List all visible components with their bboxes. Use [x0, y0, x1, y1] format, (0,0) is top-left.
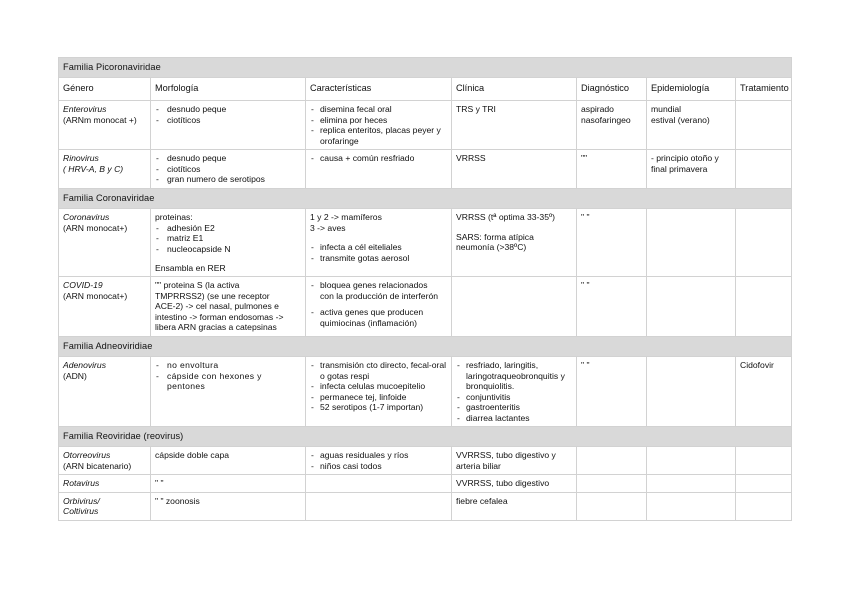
- tratamiento-cell: [736, 150, 792, 188]
- table-row-coronavirus: [59, 209, 792, 277]
- genus-cell: [59, 101, 151, 150]
- text-line: - principio otoño y: [651, 153, 719, 164]
- genus-name: Rinovirus: [63, 153, 99, 164]
- tratamiento-cell: Cidofovir: [736, 357, 792, 427]
- family-title: Familia Adneoviridiae: [59, 336, 792, 356]
- list-item: - permanece tej, linfoide: [310, 392, 447, 402]
- clinica-cell: [452, 209, 577, 277]
- header-morfologia: Morfología: [151, 78, 306, 101]
- text-line: SARS: forma atípica: [456, 231, 534, 242]
- genus-name: Coronavirus: [63, 212, 110, 223]
- caracteristicas-cell: [306, 447, 452, 475]
- list-item: - causa + común resfriado: [310, 153, 447, 163]
- epidemiologia-cell: [647, 492, 736, 520]
- family-row-adenoviridae: [59, 336, 792, 356]
- list-item: - infecta a cél eiteliales: [310, 242, 447, 252]
- list-item: - replica enteritos, placas peyer y orofaringe: [310, 125, 447, 146]
- header-caracteristicas: Características: [306, 78, 452, 101]
- diagnostico-cell: [577, 475, 647, 492]
- table-row-otorreovirus: [59, 447, 792, 475]
- diagnostico-cell: [577, 492, 647, 520]
- morfologia-cell: [151, 357, 306, 427]
- tratamiento-cell: [736, 447, 792, 475]
- family-title: Familia Reoviridae (reovirus): [59, 427, 792, 447]
- family-row-coronaviridae: [59, 188, 792, 208]
- genus-name-2: Coltivirus: [63, 506, 99, 517]
- caracteristicas-cell: [306, 357, 452, 427]
- table-row-rotavirus: [59, 475, 792, 492]
- text-line: VVRRSS, tubo digestivo y: [456, 450, 556, 461]
- genus-name: Adenovirus: [63, 360, 106, 371]
- list-item: - no envoltura: [155, 360, 301, 370]
- list-item: - niños casi todos: [310, 461, 447, 471]
- list-item: [310, 280, 447, 301]
- genus-subtitle: (ARN monocat+): [63, 290, 128, 301]
- list-item: - ciotíticos: [155, 164, 301, 174]
- epidemiologia-cell: [647, 475, 736, 492]
- caracteristicas-cell: [306, 150, 452, 188]
- genus-cell: [59, 150, 151, 188]
- diagnostico-cell: " ": [577, 209, 647, 277]
- text-line: TMPRRSS2) (se une receptor: [155, 290, 270, 301]
- text-line: aspirado: [581, 104, 614, 115]
- family-row-picornaviridae: [59, 58, 792, 78]
- text-line: proteinas:: [155, 212, 193, 223]
- text-line: intestino -> forman endosomas ->: [155, 311, 284, 322]
- morfologia-cell: cápside doble capa: [151, 447, 306, 475]
- list-item: - desnudo peque: [155, 104, 301, 114]
- epidemiologia-cell: [647, 357, 736, 427]
- morfologia-cell: [151, 101, 306, 150]
- list-item: - infecta celulas mucoepitelio: [310, 381, 447, 391]
- caracteristicas-cell: [306, 277, 452, 336]
- genus-subtitle: (ARNm monocat +): [63, 114, 137, 125]
- table-row-adenovirus: [59, 357, 792, 427]
- morfologia-cell: [151, 150, 306, 188]
- genus-cell: [59, 475, 151, 492]
- list-item: - matriz E1: [155, 233, 301, 243]
- text-line: libera ARN gracias a catepsinas: [155, 322, 277, 333]
- genus-cell: [59, 277, 151, 336]
- family-title: Familia Picoronaviridae: [59, 58, 792, 78]
- text-line: con la producción de interferón: [320, 290, 439, 301]
- text-line: nasofaringeo: [581, 114, 631, 125]
- caracteristicas-cell: [306, 492, 452, 520]
- list-item: - cápside con hexones y pentones: [155, 371, 301, 392]
- list-item: - gastroenteritis: [456, 402, 572, 412]
- diagnostico-cell: " ": [577, 277, 647, 336]
- genus-name: Enterovirus: [63, 104, 107, 115]
- epidemiologia-cell: [647, 209, 736, 277]
- list-item: - elimina por heces: [310, 115, 447, 125]
- genus-subtitle: (ARN bicatenario): [63, 460, 132, 471]
- list-item: - desnudo peque: [155, 153, 301, 163]
- caracteristicas-cell: [306, 475, 452, 492]
- text-line: "" proteina S (la activa: [155, 280, 240, 291]
- text-line: 3 -> aves: [310, 222, 346, 233]
- document-page: [58, 57, 791, 521]
- clinica-cell: [452, 277, 577, 336]
- tratamiento-cell: [736, 492, 792, 520]
- clinica-cell: VVRRSS, tubo digestivo: [452, 475, 577, 492]
- header-epidemiologia: Epidemiología: [647, 78, 736, 101]
- diagnostico-cell: "": [577, 150, 647, 188]
- diagnostico-cell: [577, 101, 647, 150]
- morfologia-cell: [151, 209, 306, 277]
- list-item: - transmite gotas aerosol: [310, 253, 447, 263]
- list-item: - transmisión cto directo, fecal-oral o gotas respi: [310, 360, 447, 381]
- table-row-covid19: [59, 277, 792, 336]
- morfologia-cell: " ": [151, 475, 306, 492]
- text-line: estival (verano): [651, 114, 710, 125]
- tratamiento-cell: [736, 101, 792, 150]
- genus-cell: [59, 492, 151, 520]
- genus-subtitle: (ARN monocat+): [63, 222, 128, 233]
- list-item: - nucleocapside N: [155, 244, 301, 254]
- list-item: - disemina fecal oral: [310, 104, 447, 114]
- text-line: - activa genes que producen: [320, 307, 424, 318]
- header-genero: Género: [59, 78, 151, 101]
- caracteristicas-cell: [306, 101, 452, 150]
- text-line: neumonía (>38ºC): [456, 242, 527, 253]
- table-row-rinovirus: [59, 150, 792, 188]
- caracteristicas-cell: [306, 209, 452, 277]
- text-line: - bloquea genes relacionados: [320, 280, 428, 291]
- list-item: - adhesión E2: [155, 223, 301, 233]
- clinica-cell: VRRSS: [452, 150, 577, 188]
- diagnostico-cell: [577, 447, 647, 475]
- genus-cell: [59, 447, 151, 475]
- genus-name: Rotavirus: [63, 478, 100, 489]
- text-line: VRRSS (tª optima 33-35º): [456, 212, 555, 223]
- genus-name: Orbivirus/: [63, 495, 100, 506]
- clinica-cell: [452, 447, 577, 475]
- clinica-cell: fiebre cefalea: [452, 492, 577, 520]
- list-item: - conjuntivitis: [456, 392, 572, 402]
- table-row-enterovirus: [59, 101, 792, 150]
- table-row-orbivirus: [59, 492, 792, 520]
- diagnostico-cell: " ": [577, 357, 647, 427]
- family-row-reoviridae: [59, 427, 792, 447]
- epidemiologia-cell: [647, 150, 736, 188]
- tratamiento-cell: [736, 277, 792, 336]
- list-item: [310, 307, 447, 328]
- tratamiento-cell: [736, 475, 792, 492]
- list-item: - resfriado, laringitis, laringotraqueobronquitis y bronquiolitis.: [456, 360, 572, 391]
- list-item: - ciotíticos: [155, 115, 301, 125]
- list-item: - aguas residuales y ríos: [310, 450, 447, 460]
- clinica-cell: [452, 357, 577, 427]
- list-item: - 52 serotipos (1-7 importan): [310, 402, 447, 412]
- morfologia-cell: [151, 277, 306, 336]
- genus-cell: [59, 209, 151, 277]
- text-line: 1 y 2 -> mamíferos: [310, 212, 382, 223]
- virus-table: [58, 57, 792, 521]
- clinica-cell: TRS y TRI: [452, 101, 577, 150]
- text-line: Ensambla en RER: [155, 262, 226, 273]
- list-item: - diarrea lactantes: [456, 413, 572, 423]
- list-item: - gran numero de serotipos: [155, 174, 301, 184]
- genus-cell: [59, 357, 151, 427]
- tratamiento-cell: [736, 209, 792, 277]
- genus-name: Otorreovirus: [63, 450, 111, 461]
- genus-subtitle: ( HRV-A, B y C): [63, 163, 124, 174]
- text-line: mundial: [651, 104, 682, 115]
- epidemiologia-cell: [647, 277, 736, 336]
- epidemiologia-cell: [647, 101, 736, 150]
- header-clinica: Clínica: [452, 78, 577, 101]
- header-tratamiento: Tratamiento: [736, 78, 792, 101]
- header-diagnostico: Diagnóstico: [577, 78, 647, 101]
- genus-subtitle: (ADN): [63, 370, 87, 381]
- family-title: Familia Coronaviridae: [59, 188, 792, 208]
- epidemiologia-cell: [647, 447, 736, 475]
- text-line: arteria biliar: [456, 460, 501, 471]
- genus-name: COVID-19: [63, 280, 103, 291]
- text-line: quimiocinas (inflamación): [320, 317, 417, 328]
- morfologia-cell: " " zoonosis: [151, 492, 306, 520]
- table-header-row: [59, 78, 792, 101]
- text-line: ACE-2) -> cel nasal, pulmones e: [155, 301, 279, 312]
- text-line: final primavera: [651, 163, 708, 174]
